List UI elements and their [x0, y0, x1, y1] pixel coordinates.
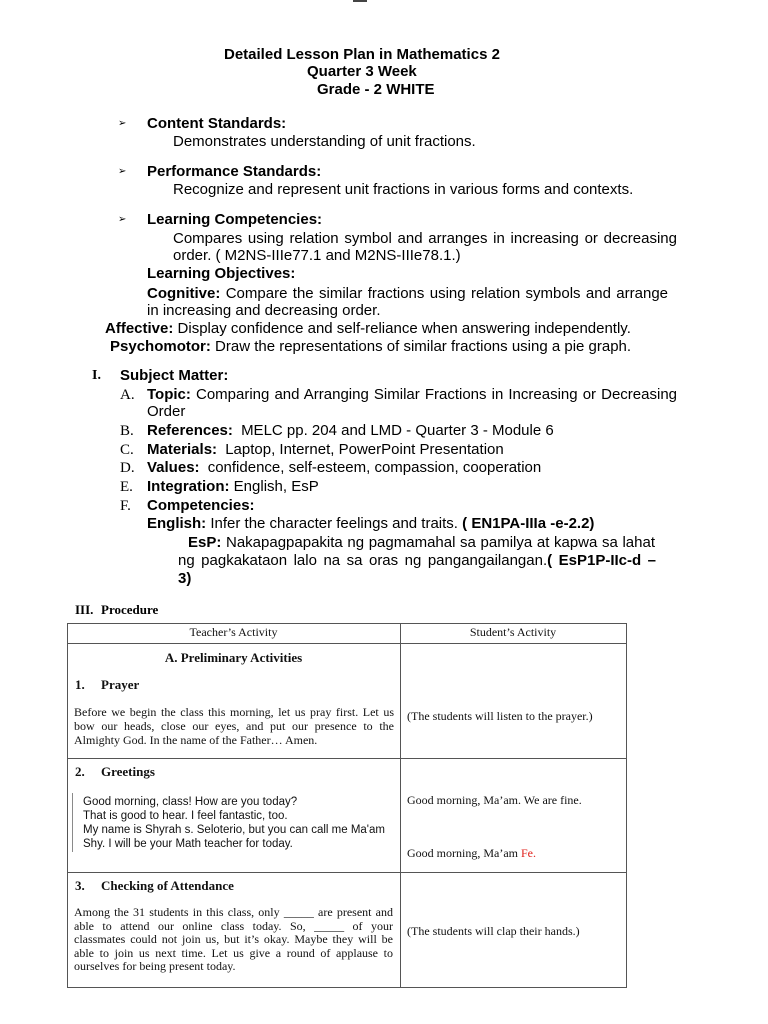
materials-label: Materials:: [147, 441, 218, 458]
affective-text: Display confidence and self-reliance when answering independently.: [177, 320, 631, 337]
esp-text-line-2: ng pagkakataon lalo na sa oras ng pangangailangan.: [178, 552, 548, 569]
psychomotor-objective: [110, 338, 631, 356]
esp-label: EsP:: [188, 534, 222, 551]
script-line: able to attend our online class today. So, _____ of your: [74, 918, 393, 933]
esp-competency-line-1: [188, 534, 655, 552]
cognitive-text-line-1: Compare the similar fractions using relation symbols and arrange: [225, 285, 669, 302]
teacher-script: [74, 906, 393, 974]
content-standards-text: Demonstrates understanding of unit fractions.: [173, 133, 476, 150]
script-line: Before we begin the class this morning, let us pray first. Let us: [74, 705, 394, 719]
script-line: Among the 31 students in this class, only _____ are present and: [74, 905, 393, 919]
item-letter-d: D.: [120, 460, 135, 476]
english-label: English:: [147, 515, 207, 532]
teacher-script: [74, 705, 394, 747]
script-line: My name is Shyrah s. Seloterio, but you can call me Ma'am: [83, 824, 385, 836]
english-code: ( EN1PA-IIIa -e-2.2): [462, 515, 595, 532]
document-title: Detailed Lesson Plan in Mathematics 2: [224, 46, 500, 63]
competencies-label: Competencies:: [147, 497, 255, 514]
integration-item: [147, 478, 319, 496]
script-line: Shy. I will be your Math teacher for today.: [83, 838, 293, 850]
learning-competencies-label: Learning Competencies:: [147, 211, 323, 228]
preliminary-activities-title: A. Preliminary Activities: [164, 650, 303, 665]
step-number: 1.: [75, 677, 85, 692]
step-number: 2.: [75, 764, 85, 779]
esp-text-line-1: Nakapagpapakita ng pagmamahal sa pamilya at kapwa sa lahat: [226, 534, 655, 551]
teacher-activity-cell-greetings: [67, 758, 400, 872]
learning-competencies-line-1: Compares using relation symbol and arranges in increasing or decreasing: [173, 230, 677, 247]
learning-objectives-label: Learning Objectives:: [147, 265, 296, 282]
psychomotor-label: Psychomotor:: [110, 338, 211, 355]
arrow-bullet-icon: ➢: [118, 214, 127, 225]
topic-text: Comparing and Arranging Similar Fractions in Increasing or Decreasing: [196, 386, 677, 403]
subject-matter-numeral: I.: [92, 368, 101, 383]
document-quarter: Quarter 3 Week: [307, 63, 417, 80]
script-line: ourselves for being present today.: [74, 959, 236, 973]
subject-matter-label: Subject Matter:: [120, 367, 229, 384]
cognitive-text-line-2: in increasing and decreasing order.: [147, 302, 381, 319]
topic-label: Topic:: [147, 386, 191, 403]
item-letter-f: F.: [120, 498, 131, 514]
student-response-text: Good morning, Ma’am: [407, 846, 518, 860]
materials-item: [147, 441, 504, 459]
item-letter-c: C.: [120, 442, 134, 458]
affective-label: Affective:: [105, 320, 174, 337]
teacher-activity-cell-prayer: [67, 643, 400, 758]
learning-competencies-line-2: order. ( M2NS-IIIe77.1 and M2NS-IIIe78.1.): [173, 247, 461, 264]
references-text: MELC pp. 204 and LMD - Quarter 3 - Module 6: [241, 422, 554, 439]
affective-objective: [105, 320, 631, 338]
page-top-mark: [353, 0, 367, 2]
cognitive-objective: [147, 285, 668, 303]
arrow-bullet-icon: ➢: [118, 166, 127, 177]
student-response: (The students will clap their hands.): [407, 924, 580, 938]
student-activity-cell-greetings: [400, 758, 626, 872]
header-student-label: Student’s Activity: [469, 625, 557, 639]
values-text: confidence, self-esteem, compassion, cooperation: [207, 459, 542, 476]
script-line: able to join us next time. Let us give a round of applause to: [74, 945, 393, 960]
item-letter-a: A.: [120, 387, 135, 403]
script-line: That is good to hear. I feel fantastic, too.: [83, 810, 288, 822]
topic-text-continuation: Order: [147, 403, 186, 420]
step-number: 3.: [75, 878, 85, 893]
student-response: Good morning, Ma’am. We are fine.: [407, 793, 582, 807]
student-activity-cell-attendance: [400, 872, 626, 987]
topic-item: [147, 386, 677, 404]
header-teacher-activity: [67, 623, 400, 643]
student-activity-cell-prayer: [400, 643, 626, 758]
values-item: [147, 459, 541, 477]
teacher-name-highlight: Fe.: [520, 846, 536, 860]
teacher-script: [83, 795, 385, 851]
script-line: bow our heads, close our eyes, and put our presence to the: [74, 719, 394, 733]
psychomotor-text: Draw the representations of similar fractions using a pie graph.: [215, 338, 632, 355]
script-line: Good morning, class! How are you today?: [83, 796, 298, 808]
references-item: [147, 422, 554, 440]
step-title: Checking of Attendance: [101, 878, 234, 893]
step-title: Prayer: [101, 677, 140, 692]
performance-standards-label: Performance Standards:: [147, 163, 322, 180]
greeting-text-box: [72, 793, 395, 852]
student-response: (The students will listen to the prayer.): [407, 709, 593, 723]
item-letter-e: E.: [120, 479, 133, 495]
values-label: Values:: [147, 459, 200, 476]
script-line: Almighty God. In the name of the Father… Amen.: [74, 733, 318, 747]
materials-text: Laptop, Internet, PowerPoint Presentation: [225, 441, 504, 458]
procedure-numeral: III.: [75, 602, 94, 617]
english-competency: [147, 515, 594, 533]
content-standards-label: Content Standards:: [147, 115, 287, 132]
esp-code-line-1: ( EsP1P-IIc-d –: [547, 552, 656, 569]
script-line: classmates could not join us, but it’s okay. Maybe they will be: [74, 932, 393, 946]
header-teacher-label: Teacher’s Activity: [189, 625, 278, 639]
references-label: References:: [147, 422, 233, 439]
arrow-bullet-icon: ➢: [118, 118, 127, 129]
step-title: Greetings: [101, 764, 155, 779]
performance-standards-text: Recognize and represent unit fractions in various forms and contexts.: [173, 181, 634, 198]
esp-competency-line-2: [178, 552, 656, 570]
integration-label: Integration:: [147, 478, 230, 495]
procedure-label: Procedure: [101, 602, 159, 617]
esp-code-line-2: 3): [178, 570, 192, 587]
teacher-activity-cell-attendance: [67, 872, 400, 987]
document-grade: Grade - 2 WHITE: [317, 81, 435, 98]
english-text: Infer the character feelings and traits.: [210, 515, 458, 532]
item-letter-b: B.: [120, 423, 134, 439]
header-student-activity: [400, 623, 626, 643]
integration-text: English, EsP: [233, 478, 319, 495]
student-response: [407, 846, 536, 860]
cognitive-label: Cognitive:: [147, 285, 221, 302]
